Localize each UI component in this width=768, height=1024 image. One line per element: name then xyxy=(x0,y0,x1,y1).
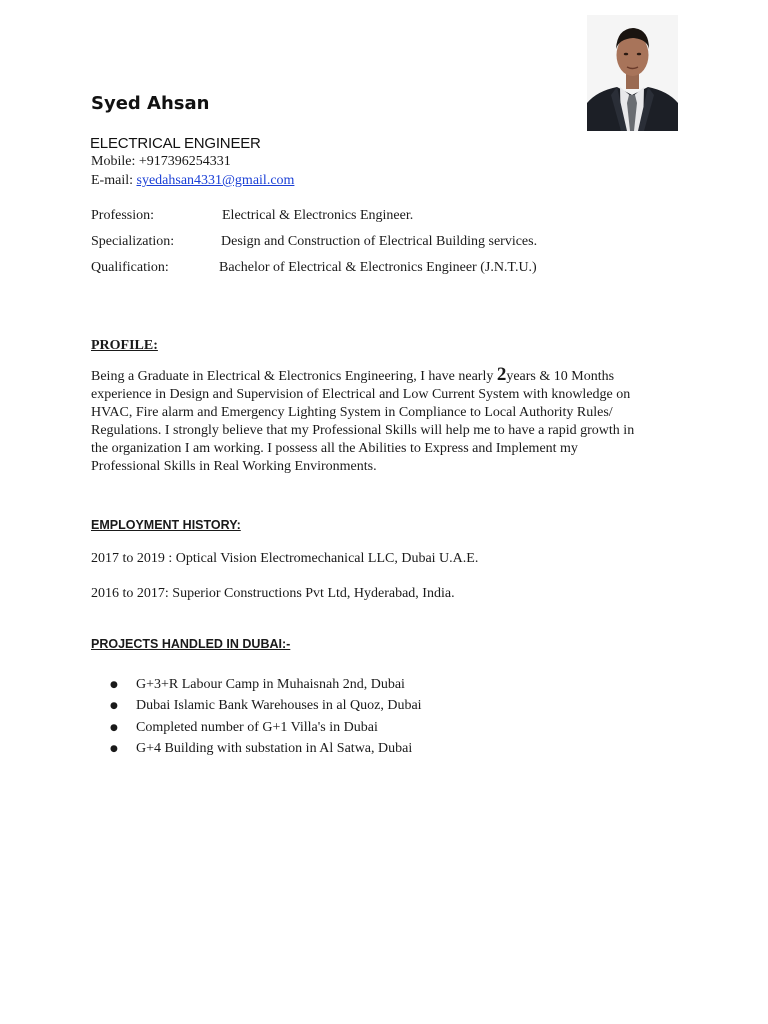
mobile-label: Mobile: xyxy=(91,154,136,169)
specialization-value: Design and Construction of Electrical Building services. xyxy=(221,234,538,249)
project-text: G+4 Building with substation in Al Satwa, Dubai xyxy=(136,741,413,757)
candidate-name: Syed Ahsan xyxy=(91,93,210,114)
bullet-icon: ● xyxy=(110,722,118,733)
qualification-label: Qualification: xyxy=(91,260,169,275)
project-text: G+3+R Labour Camp in Muhaisnah 2nd, Dubai xyxy=(136,676,405,692)
bullet-icon: ● xyxy=(110,679,118,690)
profile-text: years & 10 Months xyxy=(506,369,615,384)
project-text: Dubai Islamic Bank Warehouses in al Quoz, Dubai xyxy=(136,698,422,714)
email-label: E-mail: xyxy=(91,173,133,188)
profile-line: Professional Skills in Real Working Environments. xyxy=(91,459,377,474)
list-item xyxy=(110,717,422,739)
bullet-icon: ● xyxy=(110,701,118,712)
email-link[interactable]: syedahsan4331@gmail.com xyxy=(136,173,295,188)
job-title: ELECTRICAL ENGINEER xyxy=(90,135,261,152)
profile-line: HVAC, Fire alarm and Emergency Lighting System in Compliance to Local Authority Rules/ xyxy=(91,405,613,420)
qualification-value: Bachelor of Electrical & Electronics Engineer (J.N.T.U.) xyxy=(219,260,537,275)
profile-line-1 xyxy=(91,366,691,386)
profile-line: experience in Design and Supervision of Electrical and Low Current System with knowledge on xyxy=(91,387,631,402)
profile-text: Being a Graduate in Electrical & Electronics Engineering, I have nearly xyxy=(91,369,497,384)
profile-heading: PROFILE: xyxy=(91,338,158,353)
profession-label: Profession: xyxy=(91,208,154,223)
years-number: 2 xyxy=(496,364,507,385)
projects-heading: PROJECTS HANDLED IN DUBAI:- xyxy=(91,637,291,651)
employment-heading: EMPLOYMENT HISTORY: xyxy=(91,518,241,532)
projects-list xyxy=(110,674,422,760)
profile-paragraph xyxy=(91,366,691,476)
list-item xyxy=(110,696,422,718)
profile-line: the organization I am working. I possess all the Abilities to Express and Implement my xyxy=(91,441,578,456)
profile-photo xyxy=(587,15,678,131)
person-photo-icon xyxy=(587,15,678,131)
profile-line: Regulations. I strongly believe that my Professional Skills will help me to have a rapid growth in xyxy=(91,423,635,438)
specialization-label: Specialization: xyxy=(91,234,175,249)
profession-value: Electrical & Electronics Engineer. xyxy=(222,208,414,223)
list-item xyxy=(110,674,422,696)
mobile-number: +917396254331 xyxy=(138,154,231,169)
project-text: Completed number of G+1 Villa's in Dubai xyxy=(136,719,378,735)
employment-entry: 2017 to 2019 : Optical Vision Electromechanical LLC, Dubai U.A.E. xyxy=(91,551,479,566)
employment-entry: 2016 to 2017: Superior Constructions Pvt Ltd, Hyderabad, India. xyxy=(91,586,455,601)
list-item xyxy=(110,739,422,761)
email-line xyxy=(91,173,294,189)
bullet-icon: ● xyxy=(110,744,118,755)
mobile-line xyxy=(91,154,231,170)
